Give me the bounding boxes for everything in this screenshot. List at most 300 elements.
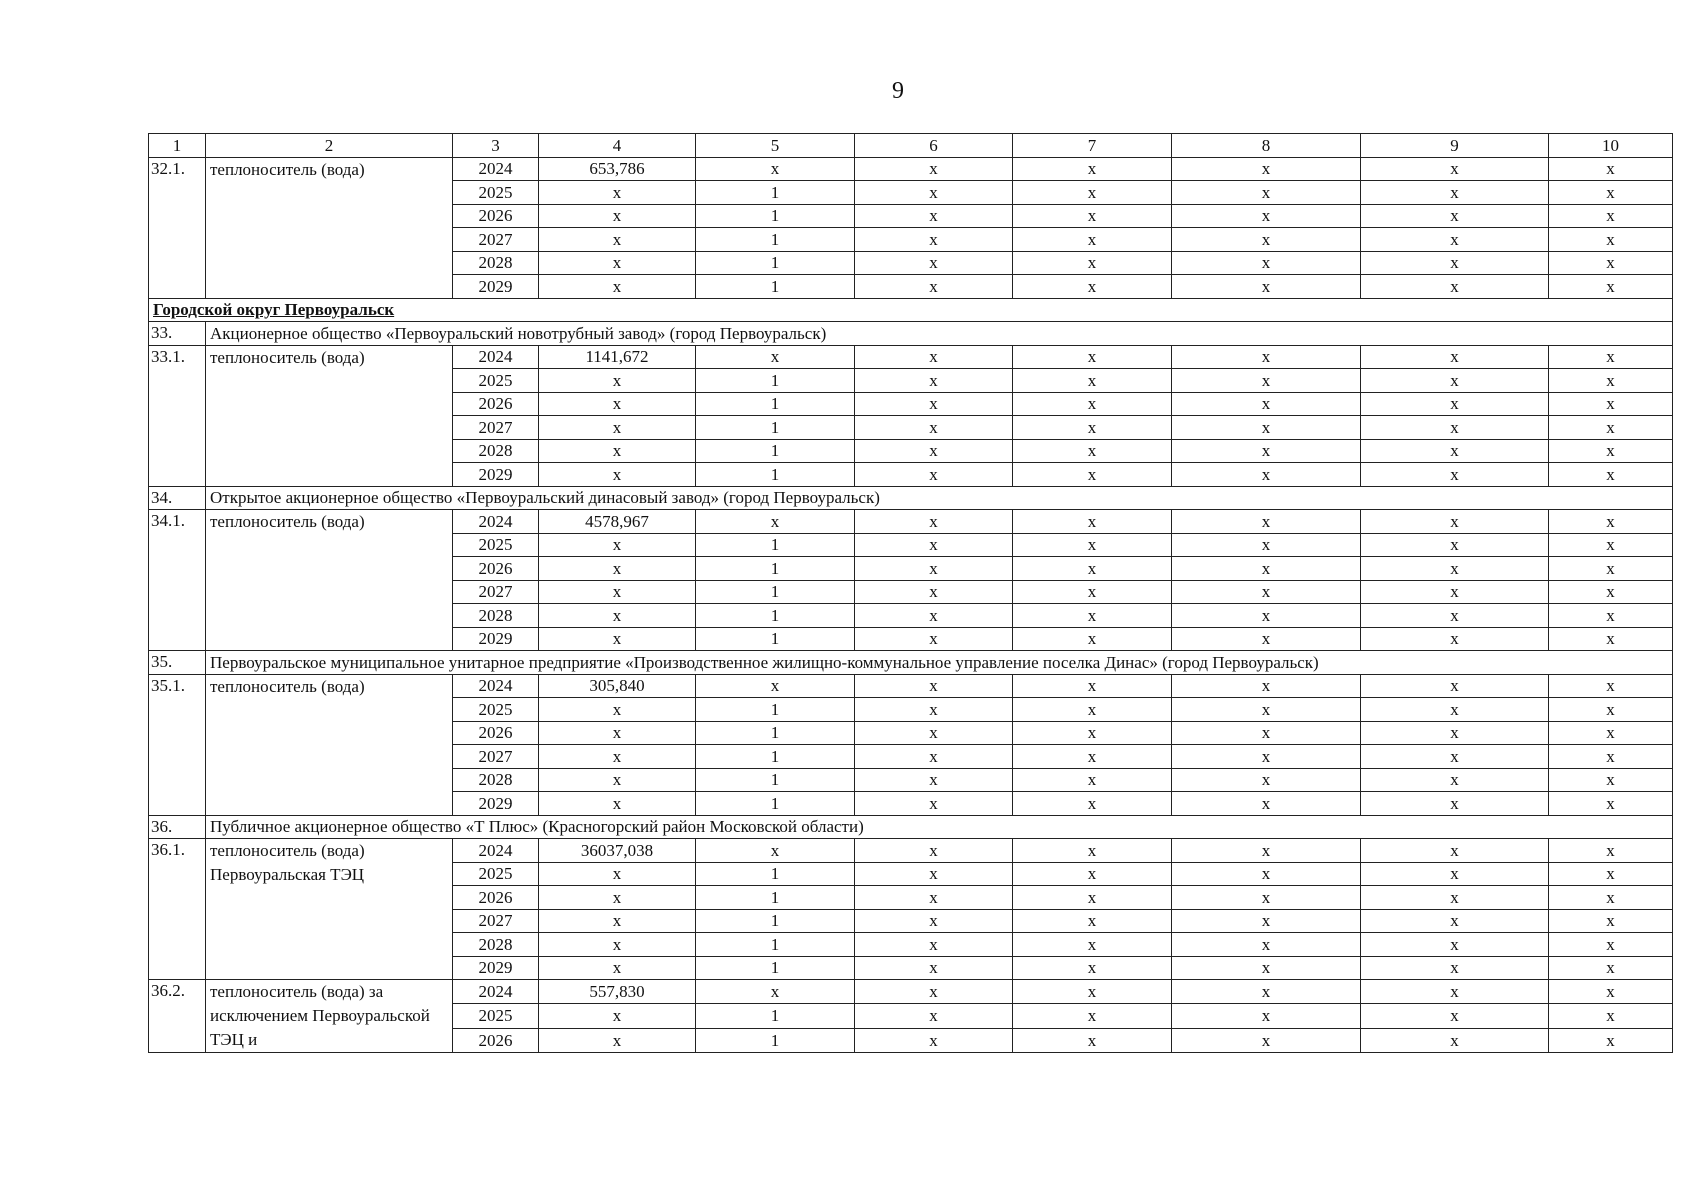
value-cell: x	[1361, 627, 1549, 651]
value-cell: 653,786	[539, 157, 696, 181]
value-cell: x	[855, 275, 1013, 299]
column-number-row	[149, 134, 1673, 158]
year-cell: 2024	[453, 674, 539, 698]
value-cell: x	[855, 251, 1013, 275]
value-cell: x	[1361, 228, 1549, 252]
value-cell: x	[1361, 439, 1549, 463]
value-cell: x	[1549, 839, 1673, 863]
table-body	[149, 134, 1673, 1053]
value-cell: x	[1361, 980, 1549, 1004]
year-cell: 2028	[453, 439, 539, 463]
value-cell: x	[1361, 181, 1549, 205]
value-cell: x	[1172, 275, 1361, 299]
organization-number: 36.	[149, 815, 206, 839]
value-cell: x	[1172, 862, 1361, 886]
value-cell: x	[855, 181, 1013, 205]
value-cell: 1	[696, 698, 855, 722]
value-cell: x	[1013, 627, 1172, 651]
value-cell: x	[1013, 228, 1172, 252]
value-cell: 1	[696, 886, 855, 910]
year-cell: 2026	[453, 392, 539, 416]
value-cell: x	[1549, 674, 1673, 698]
region-row	[149, 298, 1673, 322]
item-name: теплоноситель (вода) Первоуральская ТЭЦ	[206, 839, 453, 980]
table-row	[149, 510, 1673, 534]
value-cell: x	[1172, 1004, 1361, 1028]
value-cell: x	[1172, 369, 1361, 393]
value-cell: x	[1172, 698, 1361, 722]
value-cell: x	[696, 345, 855, 369]
value-cell: x	[1172, 392, 1361, 416]
value-cell: x	[539, 181, 696, 205]
table-row	[149, 839, 1673, 863]
value-cell: x	[1013, 909, 1172, 933]
value-cell: x	[539, 392, 696, 416]
value-cell: x	[539, 228, 696, 252]
year-cell: 2029	[453, 463, 539, 487]
column-number: 3	[453, 134, 539, 158]
column-number: 8	[1172, 134, 1361, 158]
organization-name: Публичное акционерное общество «Т Плюс» (Красногорский район Московской области)	[206, 815, 1673, 839]
value-cell: x	[1013, 1028, 1172, 1052]
value-cell: x	[855, 604, 1013, 628]
value-cell: x	[1013, 463, 1172, 487]
value-cell: x	[1549, 275, 1673, 299]
value-cell: x	[1549, 604, 1673, 628]
year-cell: 2029	[453, 627, 539, 651]
value-cell: x	[1361, 886, 1549, 910]
column-number: 10	[1549, 134, 1673, 158]
value-cell: 1	[696, 792, 855, 816]
value-cell: 1	[696, 627, 855, 651]
value-cell: x	[1013, 768, 1172, 792]
value-cell: x	[1361, 745, 1549, 769]
year-cell: 2025	[453, 181, 539, 205]
value-cell: x	[539, 439, 696, 463]
item-name: теплоноситель (вода)	[206, 345, 453, 486]
value-cell: x	[855, 557, 1013, 581]
value-cell: x	[855, 533, 1013, 557]
value-cell: x	[539, 369, 696, 393]
value-cell: x	[1549, 745, 1673, 769]
value-cell: x	[1172, 674, 1361, 698]
value-cell: x	[855, 886, 1013, 910]
value-cell: x	[1013, 933, 1172, 957]
year-cell: 2029	[453, 956, 539, 980]
value-cell: 1	[696, 956, 855, 980]
year-cell: 2024	[453, 510, 539, 534]
value-cell: x	[1361, 721, 1549, 745]
year-cell: 2027	[453, 580, 539, 604]
value-cell: x	[1549, 862, 1673, 886]
value-cell: x	[539, 1004, 696, 1028]
value-cell: x	[1172, 510, 1361, 534]
value-cell: x	[1013, 839, 1172, 863]
value-cell: x	[855, 792, 1013, 816]
value-cell: 1	[696, 228, 855, 252]
value-cell: x	[1172, 580, 1361, 604]
value-cell: x	[855, 674, 1013, 698]
value-cell: x	[696, 674, 855, 698]
column-number: 9	[1361, 134, 1549, 158]
item-number: 35.1.	[149, 674, 206, 815]
value-cell: x	[1549, 721, 1673, 745]
value-cell: 1	[696, 1028, 855, 1052]
value-cell: x	[1013, 862, 1172, 886]
value-cell: x	[855, 392, 1013, 416]
value-cell: x	[1549, 698, 1673, 722]
organization-name: Первоуральское муниципальное унитарное предприятие «Производственное жилищно-коммунальное управление поселка Динас» (город Первоуральск)	[206, 651, 1673, 675]
value-cell: x	[539, 745, 696, 769]
value-cell: 1	[696, 933, 855, 957]
value-cell: x	[1549, 627, 1673, 651]
value-cell: 1	[696, 416, 855, 440]
value-cell: x	[1549, 533, 1673, 557]
item-number: 32.1.	[149, 157, 206, 298]
value-cell: x	[1361, 909, 1549, 933]
value-cell: x	[1172, 933, 1361, 957]
value-cell: x	[1172, 228, 1361, 252]
value-cell: 1	[696, 604, 855, 628]
value-cell: x	[1361, 768, 1549, 792]
value-cell: x	[1013, 721, 1172, 745]
table-row	[149, 674, 1673, 698]
value-cell: x	[539, 533, 696, 557]
region-heading: Городской округ Первоуральск	[149, 298, 1673, 322]
value-cell: x	[855, 580, 1013, 604]
year-cell: 2026	[453, 1028, 539, 1052]
value-cell: x	[1549, 181, 1673, 205]
value-cell: x	[539, 721, 696, 745]
value-cell: x	[1549, 369, 1673, 393]
value-cell: 4578,967	[539, 510, 696, 534]
value-cell: 1	[696, 557, 855, 581]
table-row	[149, 980, 1673, 1004]
value-cell: x	[1549, 1028, 1673, 1052]
value-cell: x	[855, 345, 1013, 369]
value-cell: x	[1172, 557, 1361, 581]
organization-row	[149, 486, 1673, 510]
value-cell: x	[855, 768, 1013, 792]
value-cell: x	[539, 956, 696, 980]
year-cell: 2028	[453, 604, 539, 628]
value-cell: x	[1013, 392, 1172, 416]
value-cell: x	[1013, 275, 1172, 299]
year-cell: 2026	[453, 557, 539, 581]
value-cell: x	[1013, 792, 1172, 816]
value-cell: x	[1549, 909, 1673, 933]
column-number: 6	[855, 134, 1013, 158]
value-cell: x	[1013, 956, 1172, 980]
page-number: 9	[892, 78, 904, 104]
column-number: 2	[206, 134, 453, 158]
value-cell: x	[1013, 439, 1172, 463]
value-cell: x	[1549, 792, 1673, 816]
value-cell: x	[1172, 627, 1361, 651]
value-cell: x	[855, 439, 1013, 463]
item-name: теплоноситель (вода)	[206, 674, 453, 815]
value-cell: x	[539, 604, 696, 628]
year-cell: 2026	[453, 204, 539, 228]
value-cell: x	[1172, 745, 1361, 769]
value-cell: 1	[696, 862, 855, 886]
organization-name: Акционерное общество «Первоуральский новотрубный завод» (город Первоуральск)	[206, 322, 1673, 346]
value-cell: x	[539, 792, 696, 816]
organization-row	[149, 651, 1673, 675]
value-cell: x	[855, 862, 1013, 886]
value-cell: x	[855, 627, 1013, 651]
value-cell: x	[1549, 933, 1673, 957]
value-cell: x	[1013, 533, 1172, 557]
value-cell: x	[539, 416, 696, 440]
year-cell: 2028	[453, 251, 539, 275]
value-cell: x	[1013, 510, 1172, 534]
value-cell: x	[1013, 604, 1172, 628]
value-cell: x	[696, 157, 855, 181]
value-cell: 1	[696, 580, 855, 604]
value-cell: x	[855, 369, 1013, 393]
value-cell: x	[1013, 1004, 1172, 1028]
value-cell: x	[1013, 580, 1172, 604]
item-name: теплоноситель (вода)	[206, 510, 453, 651]
value-cell: x	[1172, 604, 1361, 628]
value-cell: x	[855, 980, 1013, 1004]
value-cell: x	[1549, 1004, 1673, 1028]
value-cell: x	[855, 416, 1013, 440]
data-table	[148, 133, 1673, 1053]
value-cell: x	[1361, 1004, 1549, 1028]
value-cell: x	[1172, 345, 1361, 369]
value-cell: x	[1013, 416, 1172, 440]
value-cell: x	[1172, 204, 1361, 228]
year-cell: 2025	[453, 369, 539, 393]
table-row	[149, 157, 1673, 181]
value-cell: x	[1361, 604, 1549, 628]
item-number: 34.1.	[149, 510, 206, 651]
value-cell: x	[1361, 933, 1549, 957]
value-cell: x	[1549, 510, 1673, 534]
value-cell: x	[1361, 557, 1549, 581]
organization-row	[149, 322, 1673, 346]
value-cell: x	[1549, 557, 1673, 581]
value-cell: x	[1361, 510, 1549, 534]
value-cell: x	[1013, 674, 1172, 698]
value-cell: x	[855, 157, 1013, 181]
value-cell: x	[855, 1028, 1013, 1052]
value-cell: x	[1172, 721, 1361, 745]
value-cell: 1	[696, 463, 855, 487]
value-cell: x	[1361, 956, 1549, 980]
value-cell: x	[1361, 698, 1549, 722]
year-cell: 2028	[453, 933, 539, 957]
value-cell: x	[1361, 1028, 1549, 1052]
value-cell: x	[1361, 792, 1549, 816]
value-cell: x	[1549, 439, 1673, 463]
value-cell: x	[1361, 580, 1549, 604]
value-cell: x	[1549, 956, 1673, 980]
value-cell: x	[696, 510, 855, 534]
column-number: 1	[149, 134, 206, 158]
value-cell: 1	[696, 768, 855, 792]
value-cell: x	[1013, 345, 1172, 369]
value-cell: x	[1013, 886, 1172, 910]
value-cell: x	[1361, 463, 1549, 487]
value-cell: 305,840	[539, 674, 696, 698]
value-cell: x	[539, 557, 696, 581]
value-cell: x	[1172, 439, 1361, 463]
value-cell: x	[1013, 980, 1172, 1004]
value-cell: 1	[696, 251, 855, 275]
value-cell: 36037,038	[539, 839, 696, 863]
organization-row	[149, 815, 1673, 839]
value-cell: x	[1361, 533, 1549, 557]
value-cell: 1141,672	[539, 345, 696, 369]
value-cell: x	[1549, 251, 1673, 275]
value-cell: x	[1172, 886, 1361, 910]
value-cell: x	[1361, 251, 1549, 275]
value-cell: x	[1172, 416, 1361, 440]
value-cell: x	[1361, 674, 1549, 698]
value-cell: x	[855, 463, 1013, 487]
value-cell: 1	[696, 181, 855, 205]
item-number: 36.1.	[149, 839, 206, 980]
value-cell: x	[1172, 463, 1361, 487]
year-cell: 2024	[453, 157, 539, 181]
year-cell: 2024	[453, 345, 539, 369]
value-cell: 1	[696, 369, 855, 393]
value-cell: x	[855, 510, 1013, 534]
value-cell: x	[1013, 181, 1172, 205]
value-cell: 1	[696, 721, 855, 745]
year-cell: 2026	[453, 886, 539, 910]
value-cell: x	[1013, 157, 1172, 181]
value-cell: x	[539, 933, 696, 957]
value-cell: 1	[696, 275, 855, 299]
value-cell: x	[1549, 228, 1673, 252]
value-cell: 1	[696, 533, 855, 557]
value-cell: x	[1013, 369, 1172, 393]
value-cell: x	[855, 745, 1013, 769]
item-number: 36.2.	[149, 980, 206, 1053]
year-cell: 2027	[453, 909, 539, 933]
value-cell: x	[1172, 768, 1361, 792]
value-cell: 1	[696, 204, 855, 228]
value-cell: x	[1172, 181, 1361, 205]
value-cell: x	[539, 862, 696, 886]
value-cell: x	[1361, 862, 1549, 886]
value-cell: x	[1172, 792, 1361, 816]
value-cell: x	[1361, 345, 1549, 369]
value-cell: x	[855, 1004, 1013, 1028]
value-cell: x	[1549, 204, 1673, 228]
value-cell: x	[1549, 345, 1673, 369]
value-cell: x	[1361, 416, 1549, 440]
organization-number: 35.	[149, 651, 206, 675]
year-cell: 2026	[453, 721, 539, 745]
value-cell: x	[1013, 204, 1172, 228]
year-cell: 2024	[453, 839, 539, 863]
value-cell: x	[855, 204, 1013, 228]
item-name: теплоноситель (вода) за исключением Первоуральской ТЭЦ и	[206, 980, 453, 1053]
value-cell: 1	[696, 439, 855, 463]
value-cell: 1	[696, 1004, 855, 1028]
value-cell: x	[1361, 392, 1549, 416]
value-cell: 1	[696, 745, 855, 769]
value-cell: x	[539, 463, 696, 487]
value-cell: x	[1013, 745, 1172, 769]
organization-number: 34.	[149, 486, 206, 510]
item-name: теплоноситель (вода)	[206, 157, 453, 298]
year-cell: 2029	[453, 792, 539, 816]
table-row	[149, 345, 1673, 369]
value-cell: x	[1361, 369, 1549, 393]
value-cell: x	[855, 228, 1013, 252]
item-number: 33.1.	[149, 345, 206, 486]
organization-name: Открытое акционерное общество «Первоуральский динасовый завод» (город Первоуральск)	[206, 486, 1673, 510]
value-cell: x	[1549, 463, 1673, 487]
value-cell: x	[855, 956, 1013, 980]
value-cell: x	[539, 909, 696, 933]
value-cell: 557,830	[539, 980, 696, 1004]
value-cell: x	[1361, 275, 1549, 299]
value-cell: x	[1549, 392, 1673, 416]
year-cell: 2027	[453, 416, 539, 440]
column-number: 7	[1013, 134, 1172, 158]
year-cell: 2025	[453, 1004, 539, 1028]
value-cell: x	[539, 627, 696, 651]
year-cell: 2027	[453, 745, 539, 769]
value-cell: x	[1549, 580, 1673, 604]
value-cell: x	[1172, 980, 1361, 1004]
value-cell: x	[1172, 839, 1361, 863]
value-cell: x	[539, 768, 696, 792]
year-cell: 2028	[453, 768, 539, 792]
value-cell: x	[1172, 956, 1361, 980]
value-cell: x	[539, 698, 696, 722]
value-cell: x	[1172, 251, 1361, 275]
year-cell: 2027	[453, 228, 539, 252]
value-cell: x	[1172, 157, 1361, 181]
value-cell: x	[1549, 416, 1673, 440]
value-cell: x	[855, 909, 1013, 933]
year-cell: 2025	[453, 533, 539, 557]
organization-number: 33.	[149, 322, 206, 346]
value-cell: x	[539, 886, 696, 910]
value-cell: x	[1172, 909, 1361, 933]
value-cell: x	[1549, 980, 1673, 1004]
value-cell: 1	[696, 909, 855, 933]
value-cell: x	[1013, 557, 1172, 581]
value-cell: x	[855, 698, 1013, 722]
value-cell: x	[1172, 533, 1361, 557]
year-cell: 2025	[453, 862, 539, 886]
value-cell: x	[1361, 204, 1549, 228]
column-number: 4	[539, 134, 696, 158]
value-cell: x	[1361, 839, 1549, 863]
value-cell: x	[1549, 886, 1673, 910]
value-cell: x	[539, 251, 696, 275]
value-cell: x	[539, 580, 696, 604]
value-cell: x	[1013, 251, 1172, 275]
value-cell: x	[1361, 157, 1549, 181]
value-cell: x	[855, 839, 1013, 863]
value-cell: x	[696, 839, 855, 863]
year-cell: 2024	[453, 980, 539, 1004]
value-cell: x	[1549, 768, 1673, 792]
value-cell: x	[1013, 698, 1172, 722]
value-cell: x	[539, 204, 696, 228]
column-number: 5	[696, 134, 855, 158]
